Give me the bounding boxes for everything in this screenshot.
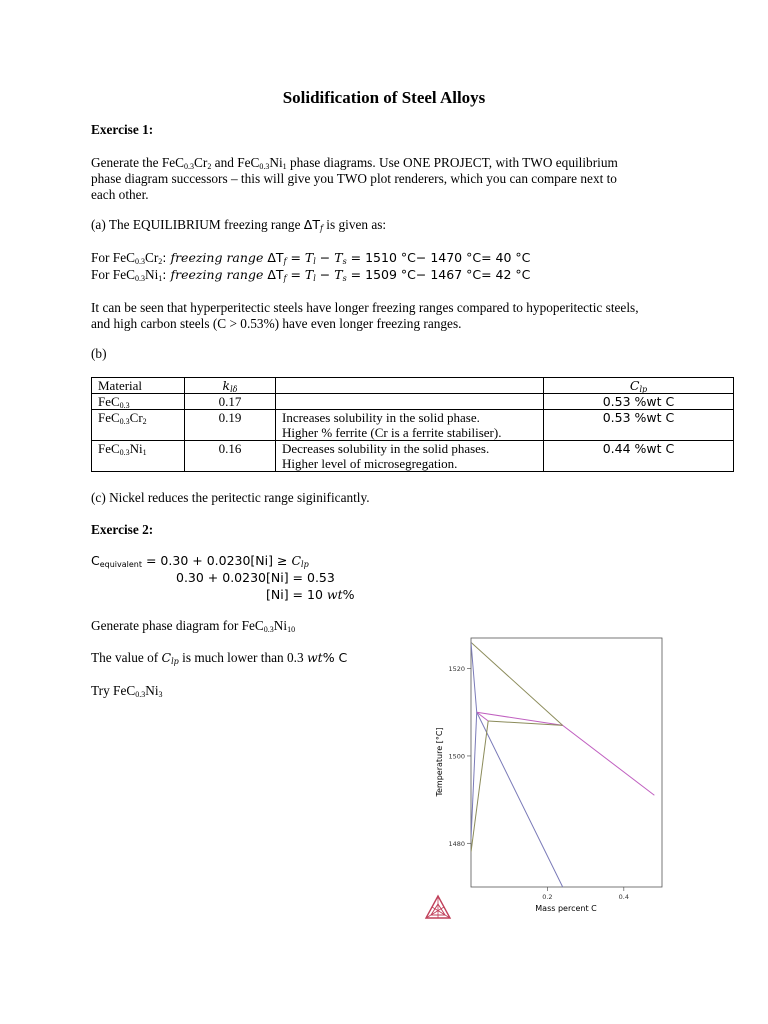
- freezing-range-cr: For $FeC_{0.3}Cr_2$: freezing range $\Delta T_f = T_l - T_s = 1510$ °C− 1470 °C= 40 °C: [91, 250, 531, 266]
- equation-3: [Ni] = 10 wt%: [266, 587, 355, 602]
- table-row: [92, 394, 734, 410]
- phase-diagram-chart: [420, 630, 680, 930]
- y-axis-ticks: [448, 665, 471, 848]
- part-c-line: (c) Nickel reduces the peritectic range siginificantly.: [91, 490, 370, 505]
- phase-boundary-line: [471, 712, 477, 839]
- row-c: 0.53 %wt C: [544, 394, 734, 410]
- value-line: The value of $C_{lp}$ is much lower than 0.3 wt% C: [91, 650, 348, 666]
- row-k: 0.17: [185, 394, 276, 410]
- table-row: [92, 441, 734, 472]
- header-k: $k_{l\delta}$: [185, 378, 276, 394]
- intro-line-3: each other.: [91, 187, 149, 202]
- row-notes: Increases solubility in the solid phase. Higher % ferrite (Cr is a ferrite stabiliser).: [276, 410, 544, 441]
- exercise-1-heading: Exercise 1:: [91, 122, 154, 137]
- header-notes: [276, 378, 544, 394]
- row-notes: Decreases solubility in the solid phases. Higher level of microsegregation.: [276, 441, 544, 472]
- x-tick-label: 0.2: [542, 893, 553, 901]
- row-k: 0.16: [185, 441, 276, 472]
- intro-line-1: Generate the $FeC_{0.3}Cr_2$ and $FeC_{0.3}Ni_1$ phase diagrams. Use ONE PROJECT, with TWO equilibrium: [91, 155, 618, 171]
- paragraph-line-2: and high carbon steels (C > 0.53%) have even longer freezing ranges.: [91, 316, 462, 331]
- phase-boundary-line: [471, 642, 563, 725]
- equation-2: 0.30 + 0.0230[Ni] = 0.53: [176, 570, 335, 585]
- phase-boundary-line: [477, 712, 655, 795]
- row-material: FeC$_{0.3}$: [92, 394, 185, 410]
- header-c: $C_{lp}$: [544, 378, 734, 394]
- x-axis-label: Mass percent C: [535, 904, 597, 913]
- generate-line: Generate phase diagram for $FeC_{0.3}Ni_{10}$: [91, 618, 296, 634]
- page-title: Solidification of Steel Alloys: [282, 88, 486, 107]
- row-k: 0.19: [185, 410, 276, 441]
- intro-line-2: phase diagram successors – this will give you TWO plot renderers, which you can compare next to: [91, 171, 617, 186]
- y-axis-label: Temperature [°C]: [435, 727, 444, 797]
- plot-frame: [471, 638, 662, 887]
- try-line: Try $FeC_{0.3}Ni_3$: [91, 683, 163, 699]
- row-material: $FeC_{0.3}Cr_2$: [92, 410, 185, 441]
- table-header: [92, 378, 734, 394]
- x-tick-label: 0.4: [618, 893, 629, 901]
- row-notes: [276, 394, 544, 410]
- logo-icon: [426, 896, 450, 918]
- part-b-label: (b): [91, 346, 107, 361]
- y-tick-label: 1500: [448, 752, 465, 761]
- row-c: 0.44 %wt C: [544, 441, 734, 472]
- paragraph-line-1: It can be seen that hyperperitectic steels have longer freezing ranges compared to hypoperitectic steels,: [91, 300, 639, 315]
- y-tick-label: 1480: [448, 839, 465, 848]
- equation-1: $C_{equivalent} = 0.30 + 0.0230[Ni] \ge C_{lp}$: [91, 553, 309, 569]
- table-row: [92, 410, 734, 441]
- header-material: Material: [92, 378, 185, 394]
- x-axis-ticks: [542, 887, 629, 901]
- row-c: 0.53 %wt C: [544, 410, 734, 441]
- part-a-label: (a) The EQUILIBRIUM freezing range $\Delta T_f$ is given as:: [91, 217, 387, 233]
- exercise-2-heading: Exercise 2:: [91, 522, 154, 537]
- y-tick-label: 1520: [448, 665, 465, 674]
- phase-boundary-line: [471, 642, 563, 887]
- freezing-range-ni: For $FeC_{0.3}Ni_1$: freezing range $\Delta T_f = T_l - T_s = 1509$ °C− 1467 °C= 42 °C: [91, 267, 531, 283]
- phase-lines: [471, 642, 654, 887]
- row-material: $FeC_{0.3}Ni_1$: [92, 441, 185, 472]
- solubility-table: [91, 377, 734, 472]
